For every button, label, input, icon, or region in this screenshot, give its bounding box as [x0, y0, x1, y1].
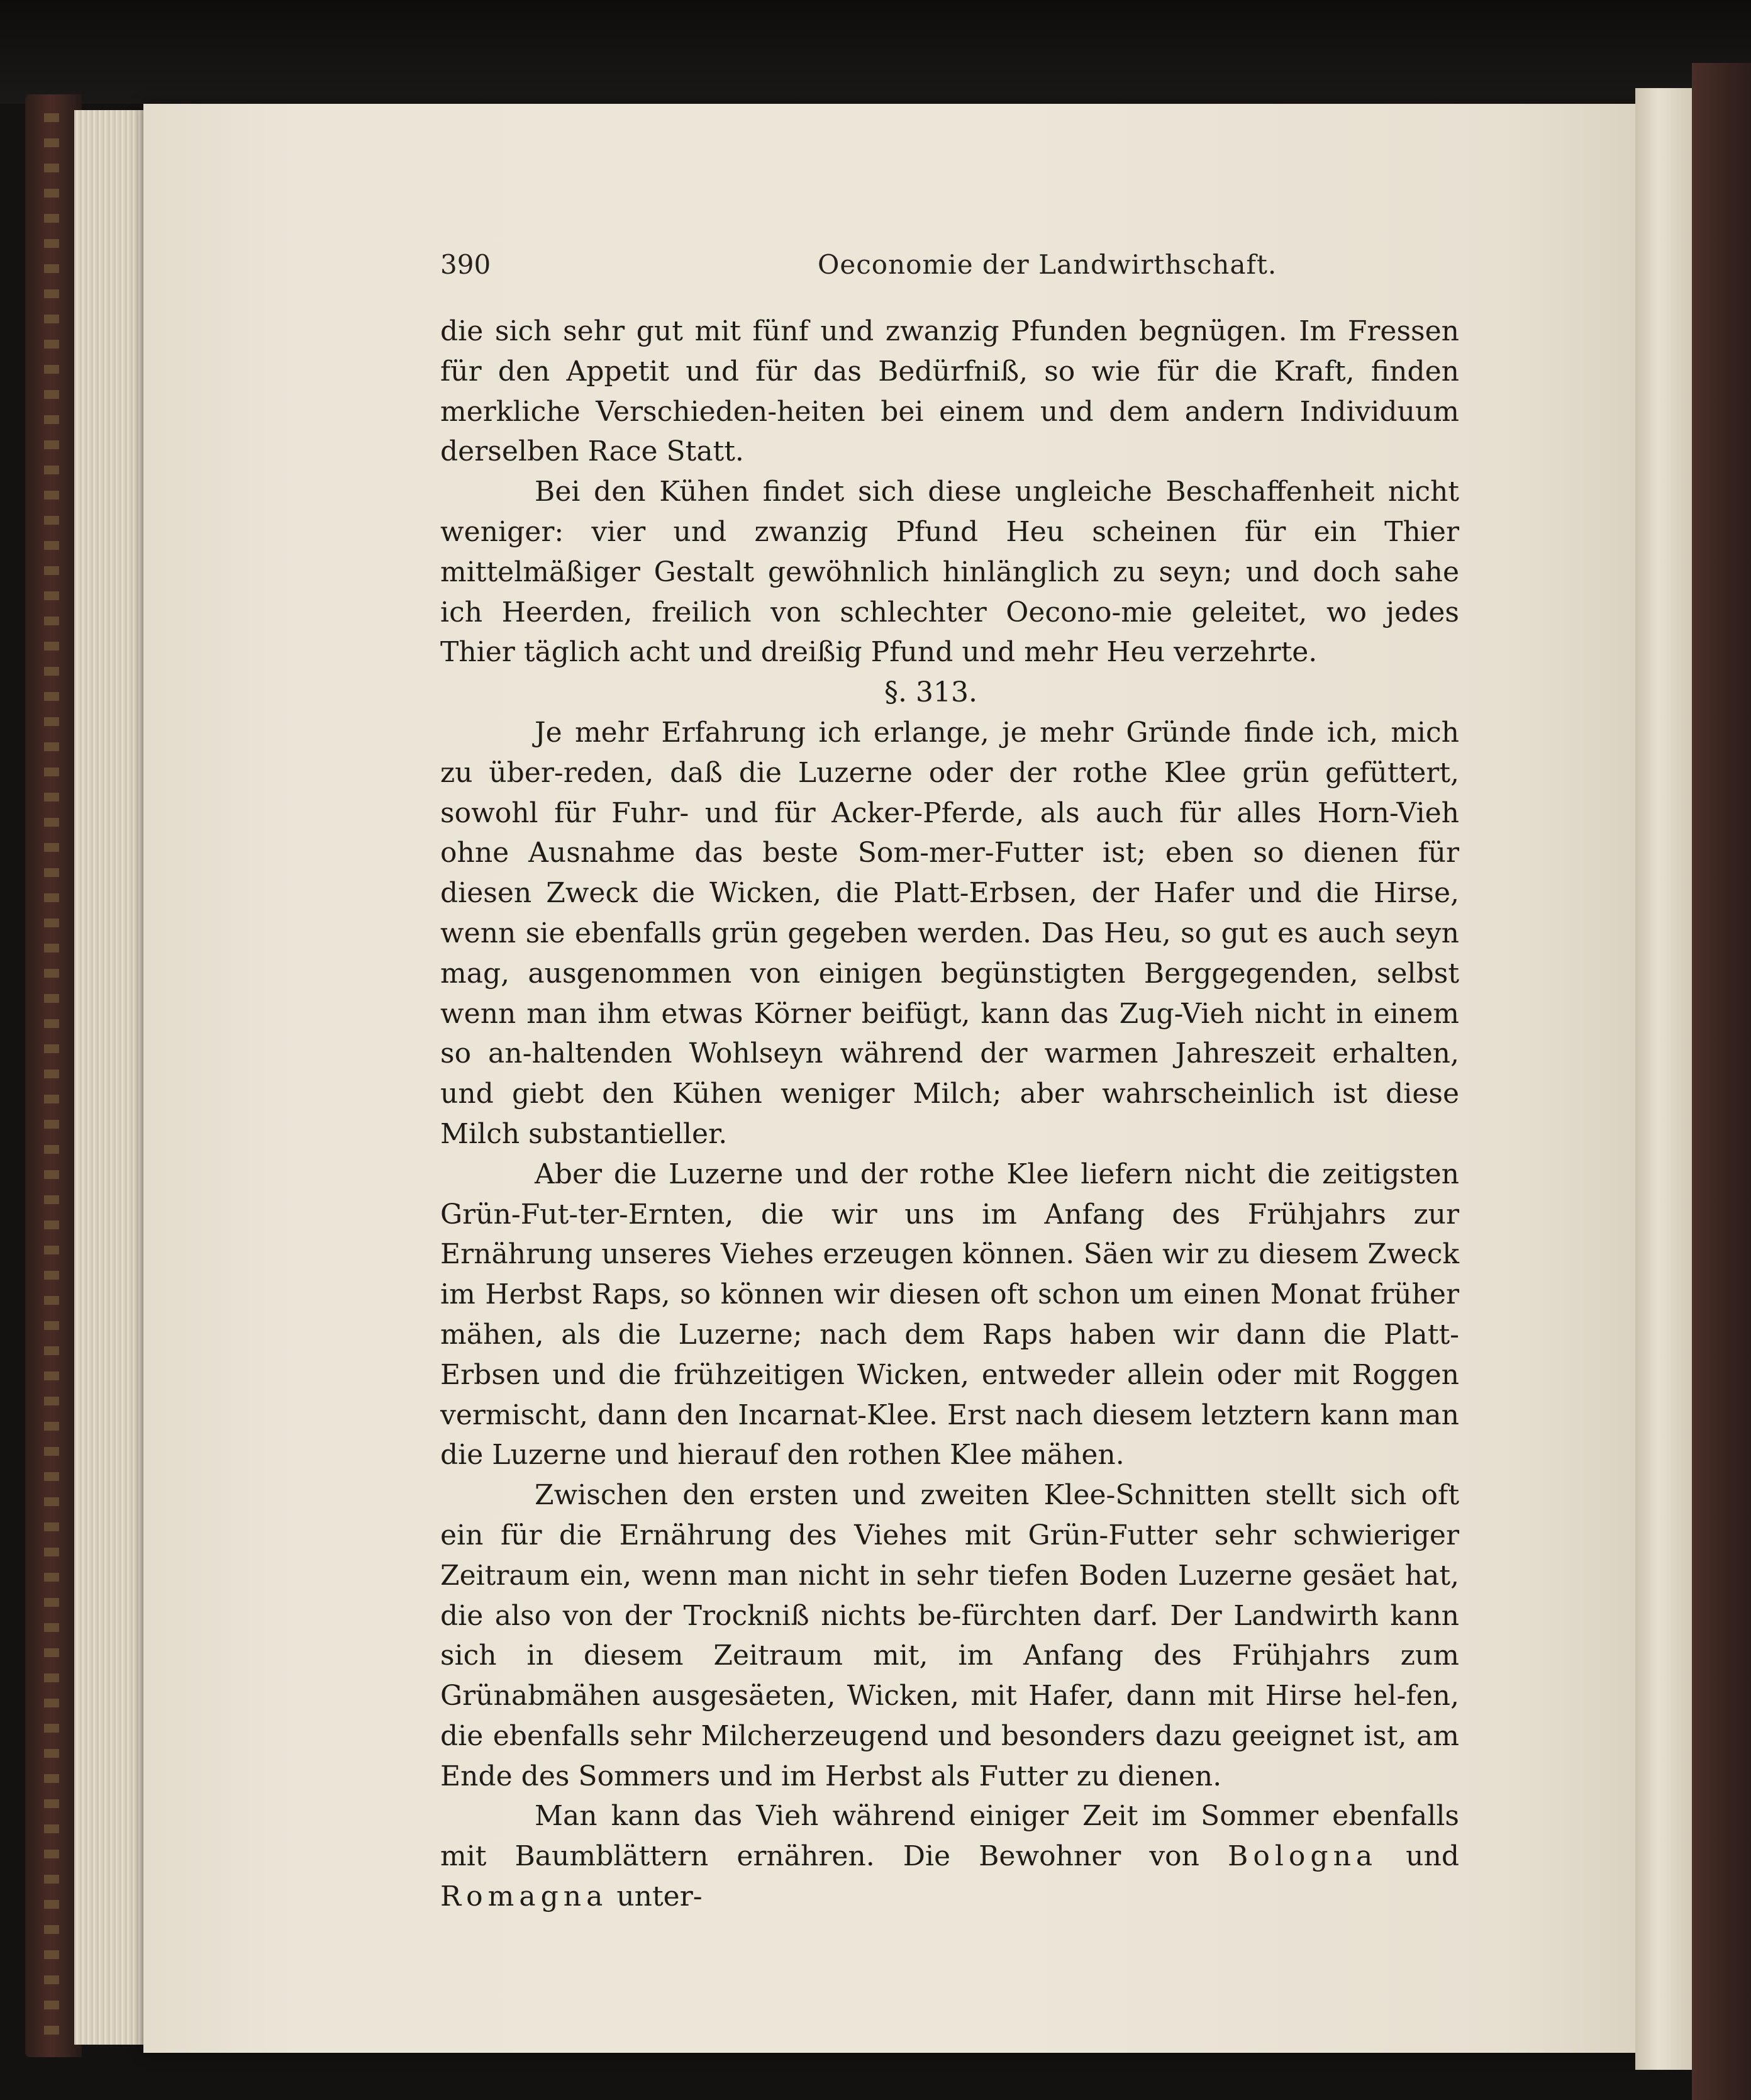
page-header — [440, 249, 1459, 287]
paragraph-6 — [440, 1796, 1459, 1916]
running-title: Oeconomie der Landwirthschaft. — [818, 249, 1277, 280]
paragraph-6-start: Man kann das Vieh während einiger Zeit im Sommer ebenfalls mit Baumblättern ernähren. Die Bewohner von — [440, 1800, 1459, 1873]
paragraph-6-end: unter- — [616, 1880, 703, 1913]
place-romagna: Romagna — [440, 1880, 608, 1913]
book-cover-right — [1692, 63, 1751, 2100]
paragraph-4: Aber die Luzerne und der rothe Klee liefern nicht die zeitigsten Grün-Fut-ter-Ernten, die wir uns im Anfang des Frühjahrs zur Ernährung unseres Viehes erzeugen können. Säen wir zu diesem Zweck im Herbst Raps, so können wir diesen oft schon um einen Monat früher mähen, als die Luzerne; nach dem Raps haben wir dann die Platt-Erbsen und die frühzeitigen Wicken, entweder allein oder mit Roggen vermischt, dann den Incarnat-Klee. Erst nach diesem letztern kann man die Luzerne und hierauf den rothen Klee mähen. — [440, 1158, 1459, 1472]
section-heading: §. 313. — [884, 676, 977, 709]
body-text — [440, 311, 1459, 1917]
book-cover-left — [25, 94, 82, 2057]
page-number: 390 — [440, 249, 491, 280]
place-bologna: Bologna — [1228, 1840, 1378, 1873]
page-edges — [74, 110, 150, 2045]
paragraph-5: Zwischen den ersten und zweiten Klee-Schnitten stellt sich oft ein für die Ernährung des Viehes mit Grün-Futter sehr schwieriger Zeitraum ein, wenn man nicht in sehr tiefen Boden Luzerne gesäet hat, die also von der Trockniß nichts be-fürchten darf. Der Landwirth kann sich in diesem Zeitraum mit, im Anfang des Frühjahrs zum Grünabmähen ausgesäeten, Wicken, mit Hafer, dann mit Hirse hel-fen, die ebenfalls sehr Milcherzeugend und besonders dazu geeignet ist, am Ende des Sommers und im Herbst als Futter zu dienen. — [440, 1479, 1459, 1792]
background-top — [0, 0, 1751, 104]
paragraph-1: die sich sehr gut mit fünf und zwanzig Pfunden begnügen. Im Fressen für den Appetit und für das Bedürfniß, so wie für die Kraft, finden merkliche Verschieden-heiten bei einem und dem andern Individuum derselben Race Statt. — [440, 315, 1459, 468]
facing-page-edge — [1635, 88, 1692, 2070]
paragraph-3: Je mehr Erfahrung ich erlange, je mehr Gründe finde ich, mich zu über-reden, daß die Luzerne oder der rothe Klee grün gefüttert, sowohl für Fuhr- und für Acker-Pferde, als auch für alles Horn-Vieh ohne Ausnahme das beste Som-mer-Futter ist; eben so dienen für diesen Zweck die Wicken, die Platt-Erbsen, der Hafer und die Hirse, wenn sie ebenfalls grün gegeben werden. Das Heu, so gut es auch seyn mag, ausgenommen von einigen begünstigten Berggegenden, selbst wenn man ihm etwas Körner beifügt, kann das Zug-Vieh nicht in einem so an-haltenden Wohlseyn während der warmen Jahreszeit erhalten, und giebt den Kühen weniger Milch; aber wahrscheinlich ist diese Milch substantieller. — [440, 716, 1459, 1150]
paragraph-6-mid: und — [1406, 1840, 1459, 1873]
paragraph-2: Bei den Kühen findet sich diese ungleiche Beschaffenheit nicht weniger: vier und zwanzig Pfund Heu scheinen für ein Thier mittelmäßiger Gestalt gewöhnlich hinlänglich zu seyn; und doch sahe ich Heerden, freilich von schlechter Oecono-mie geleitet, wo jedes Thier täglich acht und dreißig Pfund und mehr Heu verzehrte. — [440, 476, 1459, 669]
